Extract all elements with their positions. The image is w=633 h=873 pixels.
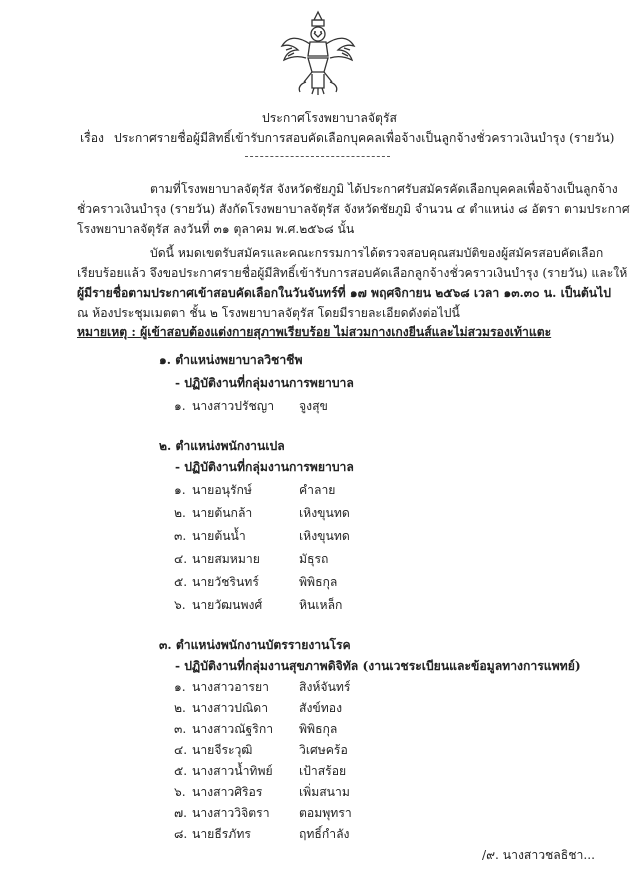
announcement-title: ประกาศโรงพยาบาลจัตุรัส <box>262 111 397 125</box>
list-item-surname: สิงห์จันทร์ <box>299 680 351 694</box>
list-item-no: ๖. <box>174 598 186 612</box>
list-item-no: ๒. <box>174 701 186 715</box>
subject-label: เรื่อง <box>80 131 104 145</box>
list-item-name: นายสมหมาย <box>192 552 260 566</box>
subject-text: ประกาศรายชื่อผู้มีสิทธิ์เข้ารับการสอบคัดเลือกบุคคลเพื่อจ้างเป็นลูกจ้างชั่วคราวเงินบำรุง (รายวัน) <box>114 131 615 145</box>
intro-p1-line3: โรงพยาบาลจัตุรัส ลงวันที่ ๓๑ ตุลาคม พ.ศ.๒๕๖๘ นั้น <box>77 222 355 236</box>
list-item-no: ๔. <box>174 552 188 566</box>
list-item-no: ๕. <box>174 764 188 778</box>
intro-p2-line4: ณ ห้องประชุมเมตตา ชั้น ๒ โรงพยาบาลจัตุรัส โดยมีรายละเอียดดังต่อไปนี้ <box>77 306 460 320</box>
list-item-name: นางสาวปณิดา <box>192 701 269 715</box>
list-item-no: ๗. <box>174 806 188 820</box>
list-item-name: นายต้นน้ำ <box>192 529 246 543</box>
list-item-surname: ตอมพุทรา <box>299 806 352 820</box>
list-item-surname: หินเหล็ก <box>299 598 343 612</box>
section-3-unit: - ปฏิบัติงานที่กลุ่มงานสุขภาพดิจิทัล (งานเวชระเบียนและข้อมูลทางการแพทย์) <box>175 659 581 673</box>
list-item-no: ๑. <box>174 399 186 413</box>
list-item-no: ๓. <box>174 529 187 543</box>
list-item-no: ๕. <box>174 575 188 589</box>
list-item-no: ๓. <box>174 722 187 736</box>
list-item-no: ๑. <box>174 483 186 497</box>
section-1-unit: - ปฏิบัติงานที่กลุ่มงานการพยาบาล <box>175 376 354 390</box>
intro-p2-line1: บัดนี้ หมดเขตรับสมัครและคณะกรรมการได้ตรวจสอบคุณสมบัติของผู้สมัครสอบคัดเลือก <box>150 246 604 260</box>
list-item-surname: ฤทธิ์กำลัง <box>299 827 350 841</box>
list-item-name: นางสาวณัฐริกา <box>192 722 274 736</box>
list-item-name: นายจีระวุฒิ <box>192 743 253 757</box>
list-item-name: นายธีรภัทร <box>192 827 251 841</box>
section-3-title: ๓. ตำแหน่งพนักงานบัตรรายงานโรค <box>159 638 351 652</box>
list-item-surname: คำลาย <box>299 483 336 497</box>
list-item-surname: จูงสุข <box>299 399 328 413</box>
list-item-no: ๒. <box>174 506 186 520</box>
section-1-title: ๑. ตำแหน่งพยาบาลวิชาชีพ <box>159 353 303 367</box>
section-2-unit: - ปฏิบัติงานที่กลุ่มงานการพยาบาล <box>175 460 354 474</box>
list-item-no: ๘. <box>174 827 188 841</box>
list-item-surname: พิพิธกุล <box>299 575 338 589</box>
list-item-surname: วิเศษคร้อ <box>299 743 348 757</box>
intro-p2-line2: เรียบร้อยแล้ว จึงขอประกาศรายชื่อผู้มีสิทธิ์เข้ารับการสอบคัดเลือกลูกจ้างชั่วคราวเงินบำรุง (รายวัน) และให้ <box>77 266 628 280</box>
list-item-surname: เหิงขุนทด <box>299 529 350 543</box>
note-text: หมายเหตุ : ผู้เข้าสอบต้องแต่งกายสุภาพเรียบร้อย ไม่สวมกางเกงยีนส์และไม่สวมรองเท้าแตะ <box>77 325 552 339</box>
list-item-no: ๔. <box>174 743 188 757</box>
list-item-surname: สังข์ทอง <box>299 701 343 715</box>
list-item-no: ๖. <box>174 785 186 799</box>
list-item-name: นายวัชรินทร์ <box>192 575 259 589</box>
list-item-name: นางสาวน้ำทิพย์ <box>192 764 273 778</box>
list-item-no: ๑. <box>174 680 186 694</box>
list-item-name: นางสาวอารยา <box>192 680 269 694</box>
section-2-title: ๒. ตำแหน่งพนักงานเปล <box>159 439 285 453</box>
list-item-name: นางสาวศิริอร <box>192 785 263 799</box>
list-item-surname: มัธุรถ <box>299 552 329 566</box>
garuda-emblem-icon <box>276 6 360 98</box>
list-item-name: นายอนุรักษ์ <box>192 483 252 497</box>
continued-marker: /๙. นางสาวชลธิชา... <box>482 848 595 862</box>
list-item-surname: เป้าสร้อย <box>299 764 347 778</box>
intro-p2-line3: ผู้มีรายชื่อตามประกาศเข้าสอบคัดเลือกในวันจันทร์ที่ ๑๗ พฤศจิกายน ๒๕๖๘ เวลา ๑๓.๓๐ น. เป็นต้นไป <box>77 286 611 300</box>
list-item-surname: เพิ่มสนาม <box>299 785 350 799</box>
list-item-name: นายต้นกล้า <box>192 506 253 520</box>
list-item-surname: พิพิธกุล <box>299 722 338 736</box>
list-item-name: นางสาวปรัชญา <box>192 399 275 413</box>
intro-p1-line2: ชั่วคราวเงินบำรุง (รายวัน) สังกัดโรงพยาบาลจัตุรัส จังหวัดชัยภูมิ จำนวน ๔ ตำแหน่ง ๘ อัตรา ตามประกาศ <box>77 202 630 216</box>
list-item-surname: เหิงขุนทด <box>299 506 350 520</box>
list-item-name: นางสาววิจิตรา <box>192 806 270 820</box>
intro-p1-line1: ตามที่โรงพยาบาลจัตุรัส จังหวัดชัยภูมิ ได้ประกาศรับสมัครคัดเลือกบุคคลเพื่อจ้างเป็นลูกจ้าง <box>150 182 618 196</box>
list-item-name: นายวัฒนพงศ์ <box>192 598 263 612</box>
divider <box>245 156 390 157</box>
